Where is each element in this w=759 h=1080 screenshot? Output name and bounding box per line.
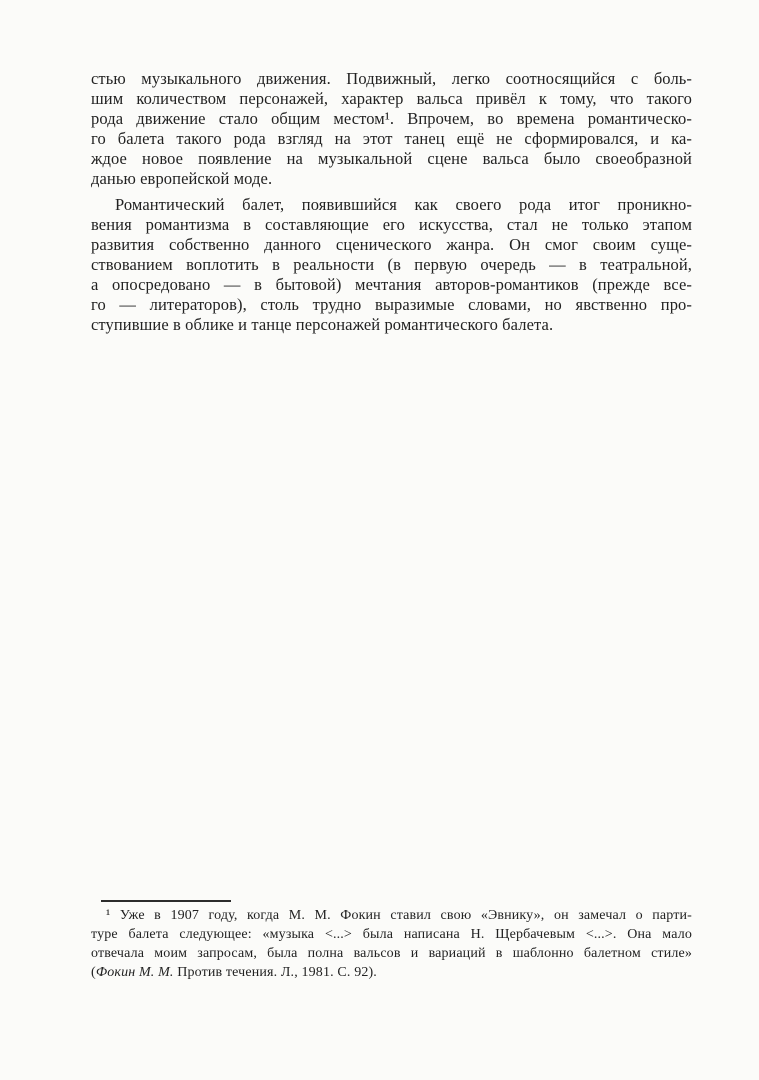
text-line: ждое новое появление на музыкальной сцене вальса было своеобразной [91, 149, 692, 168]
text-line-with-footnote-ref: рода движение стало общим местом¹. Впрочем, во времена романтическо- [91, 109, 692, 128]
text-line: развития собственно данного сценического жанра. Он смог своим суще- [91, 235, 692, 254]
paragraph-2 [91, 195, 692, 335]
text-line: ступившие в облике и танце персонажей романтического балета. [91, 315, 554, 334]
text-line: стью музыкального движения. Подвижный, легко соотносящийся с боль- [91, 69, 692, 88]
footnote-line: отвечала моим запросам, была полна вальсов и вариаций в шаблонно балетном стиле» [91, 946, 692, 961]
footnote [91, 900, 692, 982]
text-line: а опосредовано — в бытовой) мечтания авторов-романтиков (прежде все- [91, 275, 692, 294]
footnote-citation [91, 963, 692, 982]
text-line: го — литераторов), столь трудно выразимые словами, но явственно про- [91, 295, 692, 314]
paragraph-1 [91, 69, 692, 189]
footnote-separator-rule [101, 900, 231, 902]
text-line: ствованием воплотить в реальности (в первую очередь — в театральной, [91, 255, 692, 274]
text-line: шим количеством персонажей, характер вальса привёл к тому, что такого [91, 89, 692, 108]
text-line: Романтический балет, появившийся как своего рода итог проникно- [115, 195, 692, 214]
text-line: данью европейской моде. [91, 169, 273, 188]
body-text [91, 69, 692, 335]
citation-reference: Против течения. Л., 1981. С. 92). [173, 965, 377, 980]
citation-author: Фокин М. М. [95, 965, 174, 980]
text-line: вения романтизма в составляющие его искусства, стал не только этапом [91, 215, 692, 234]
citation-open-paren: ( [91, 965, 96, 980]
footnote-text [91, 906, 692, 982]
footnote-line: ¹ Уже в 1907 году, когда М. М. Фокин ставил свою «Эвнику», он замечал о парти- [106, 908, 692, 923]
text-line: го балета такого рода взгляд на этот танец ещё не сформировался, и ка- [91, 129, 692, 148]
footnote-line: туре балета следующее: «музыка <...> была написана Н. Щербачевым <...>. Она мало [91, 927, 692, 942]
